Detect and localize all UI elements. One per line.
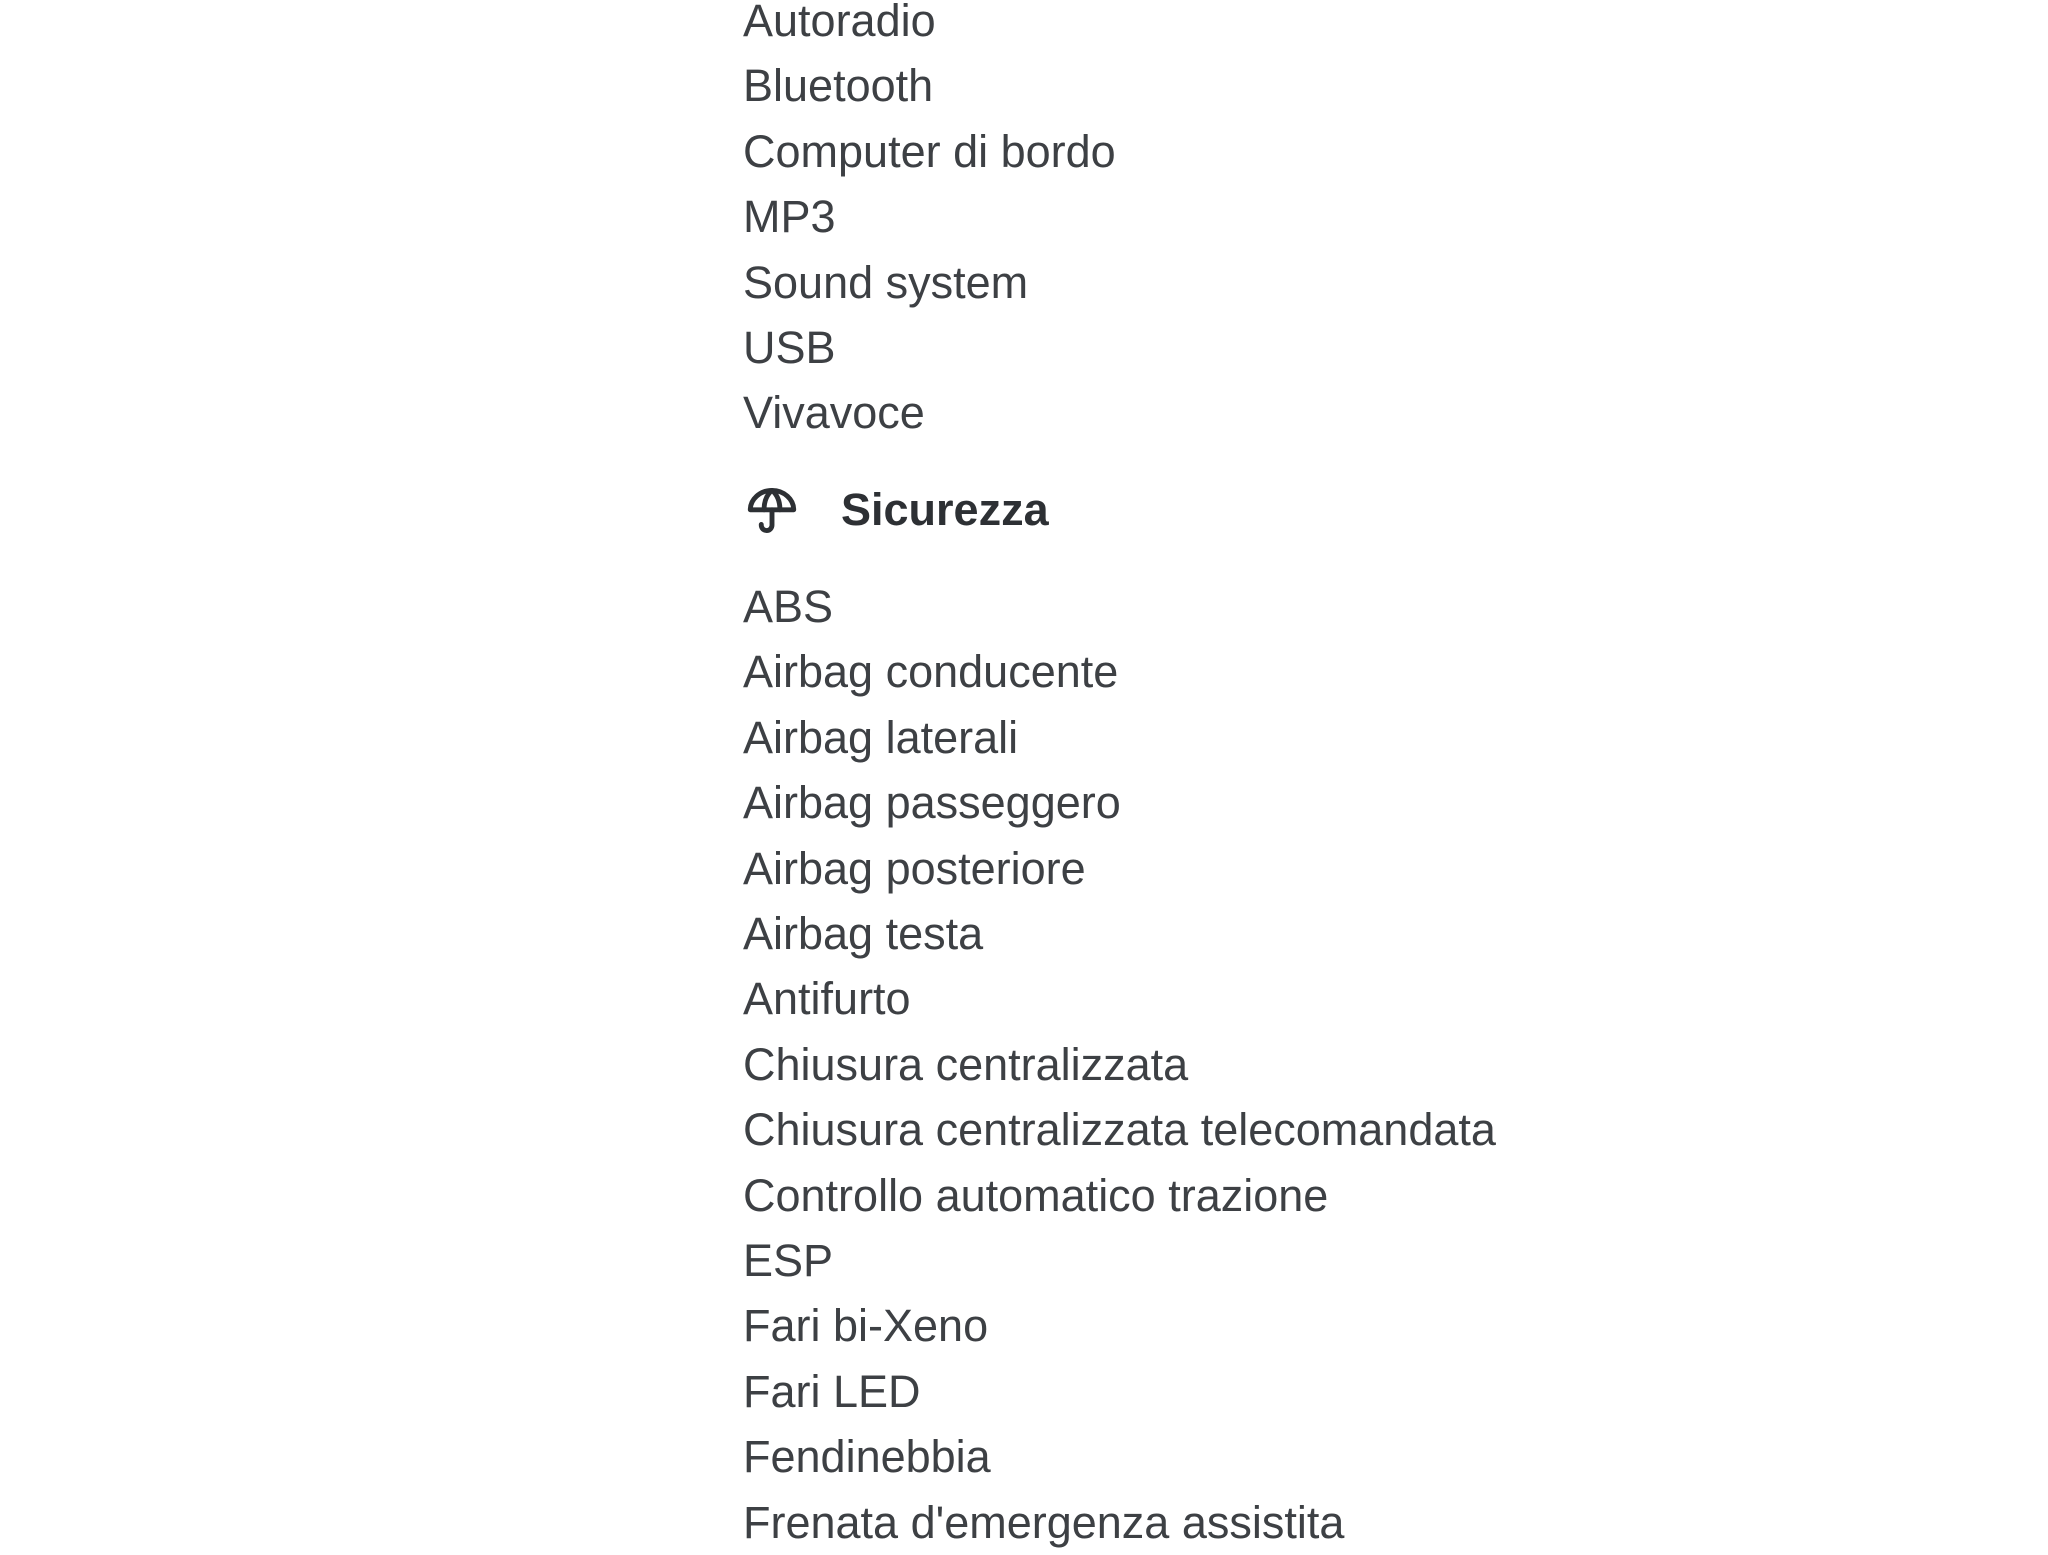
umbrella-icon [744, 482, 800, 538]
list-item: Fendinebbia [743, 1431, 991, 1483]
list-item: Airbag passeggero [743, 777, 1121, 829]
list-item: Autoradio [743, 0, 936, 46]
list-item: Vivavoce [743, 387, 925, 439]
security-section-items [743, 574, 1843, 1555]
list-item: ESP [743, 1234, 834, 1286]
list-item: Fari bi-Xeno [743, 1300, 989, 1352]
list-item: Sound system [743, 256, 1029, 308]
list-item: Antifurto [743, 973, 911, 1025]
section-header-sicurezza [744, 482, 1843, 538]
list-item: Controllo automatico trazione [743, 1169, 1329, 1221]
previous-section-items [743, 0, 1843, 446]
list-item: USB [743, 321, 836, 373]
list-item: Computer di bordo [743, 125, 1116, 177]
list-item: Airbag conducente [743, 646, 1119, 698]
list-item: ABS [743, 581, 834, 633]
list-item: Chiusura centralizzata telecomandata [743, 1104, 1496, 1156]
equipment-list-column [743, 0, 1843, 1555]
section-title: Sicurezza [841, 483, 1049, 535]
list-item: Airbag testa [743, 907, 984, 959]
list-item: Chiusura centralizzata [743, 1038, 1189, 1090]
list-item: Airbag laterali [743, 711, 1019, 763]
list-item: Frenata d'emergenza assistita [743, 1496, 1345, 1548]
list-item: Fari LED [743, 1365, 921, 1417]
list-item: Airbag posteriore [743, 842, 1086, 894]
list-item: MP3 [743, 191, 836, 243]
list-item: Bluetooth [743, 60, 934, 112]
